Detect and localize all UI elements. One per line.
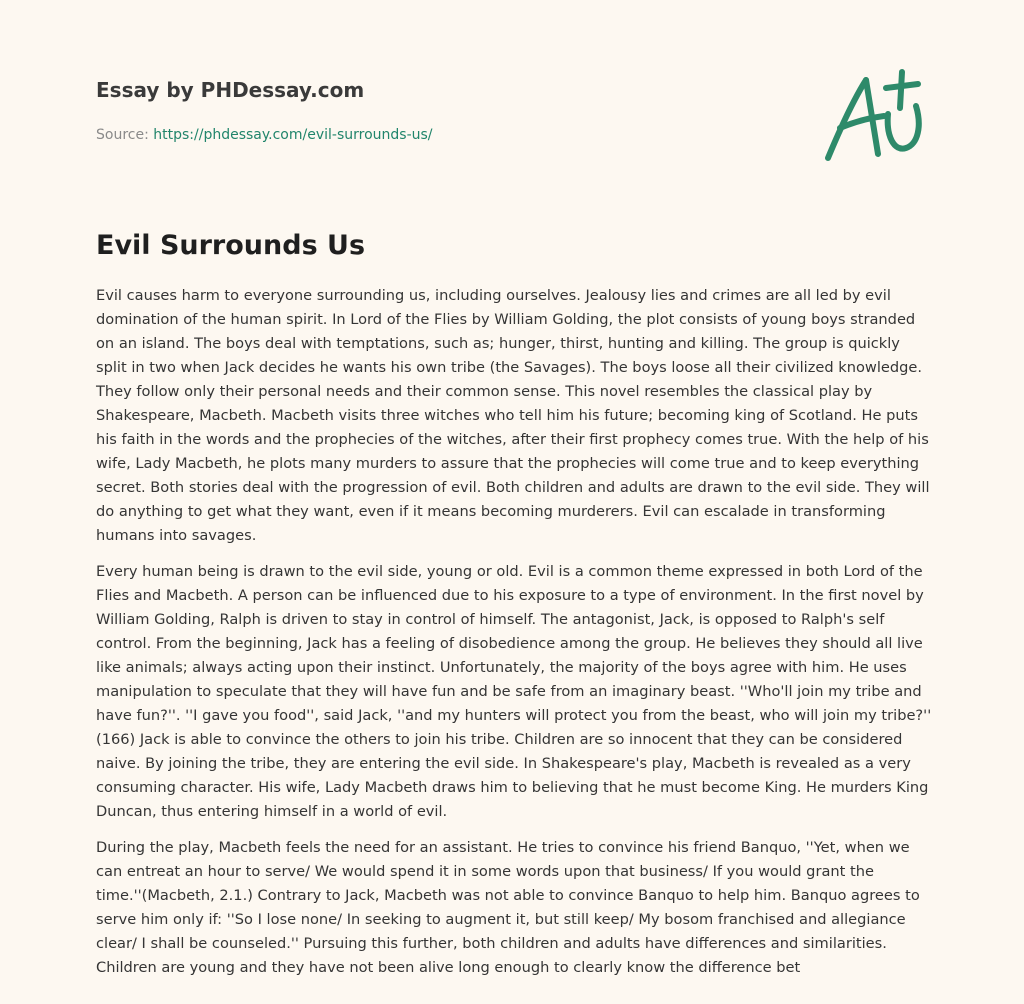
site-title: Essay by PHDessay.com [96, 78, 365, 102]
source-line [96, 124, 796, 146]
essay-title: Evil Surrounds Us [96, 230, 366, 261]
essay-paragraph: Evil causes harm to everyone surrounding us, including ourselves. Jealousy lies and crimes are all led by evil domination of the human spirit. In Lord of the Flies by William Golding, the plot consists of young boys stranded on an island. The boys deal with temptations, such as; hunger, thirst, hunting and killing. The group is quickly split in two when Jack decides he wants his own tribe (the Savages). The boys loose all their civilized knowledge. They follow only their personal needs and their common sense. This novel resembles the classical play by Shakespeare, Macbeth. Macbeth visits three witches who tell him his future; becoming king of Scotland. He puts his faith in the words and the prophecies of the witches, after their first prophecy comes true. With the help of his wife, Lady Macbeth, he plots many murders to assure that the prophecies will come true and to keep everything secret. Both stories deal with the progression of evil. Both children and adults are drawn to the evil side. They will do anything to get what they want, even if it means becoming murderers. Evil can escalade in transforming humans into savages. [96, 287, 930, 544]
source-label: Source: [96, 127, 149, 143]
document-header [96, 74, 796, 146]
essay-paragraph: During the play, Macbeth feels the need for an assistant. He tries to convince his friend Banquo, ''Yet, when we can entreat an hour to serve/ We would spend it in some words upon that business/ If you would grant the time.''(Macbeth, 2.1.) Contrary to Jack, Macbeth was not able to convince Banquo to help him. Banquo agrees to serve him only if: ''So I lose none/ In seeking to augment it, but still keep/ My bosom franchised and allegiance clear/ I shall be counseled.'' Pursuing this further, both children and adults have differences and similarities. Children are young and they have not been alive long enough to clearly know the difference bet [96, 839, 920, 976]
essay-body [96, 284, 932, 992]
essay-paragraph: Every human being is drawn to the evil side, young or old. Evil is a common theme expressed in both Lord of the Flies and Macbeth. A person can be influenced due to his exposure to a type of environment. In the first novel by William Golding, Ralph is driven to stay in control of himself. The antagonist, Jack, is opposed to Ralph's self control. From the beginning, Jack has a feeling of disobedience among the group. He believes they should all live like animals; always acting upon their instinct. Unfortunately, the majority of the boys agree with him. He uses manipulation to speculate that they will have fun and be safe from an imaginary beast. ''Who'll join my tribe and have fun?''. ''I gave you food'', said Jack, ''and my hunters will protect you from the beast, who will join my tribe?'' (166) Jack is able to convince the others to join his tribe. Children are so innocent that they can be considered naive. By joining the tribe, they are entering the evil side. In Shakespeare's play, Macbeth is revealed as a very consuming character. His wife, Lady Macbeth draws him to believing that he must become King. He murders King Duncan, thus entering himself in a world of evil. [96, 563, 932, 820]
a-plus-logo-icon [818, 64, 932, 168]
source-link[interactable]: https://phdessay.com/evil-surrounds-us/ [153, 127, 433, 143]
